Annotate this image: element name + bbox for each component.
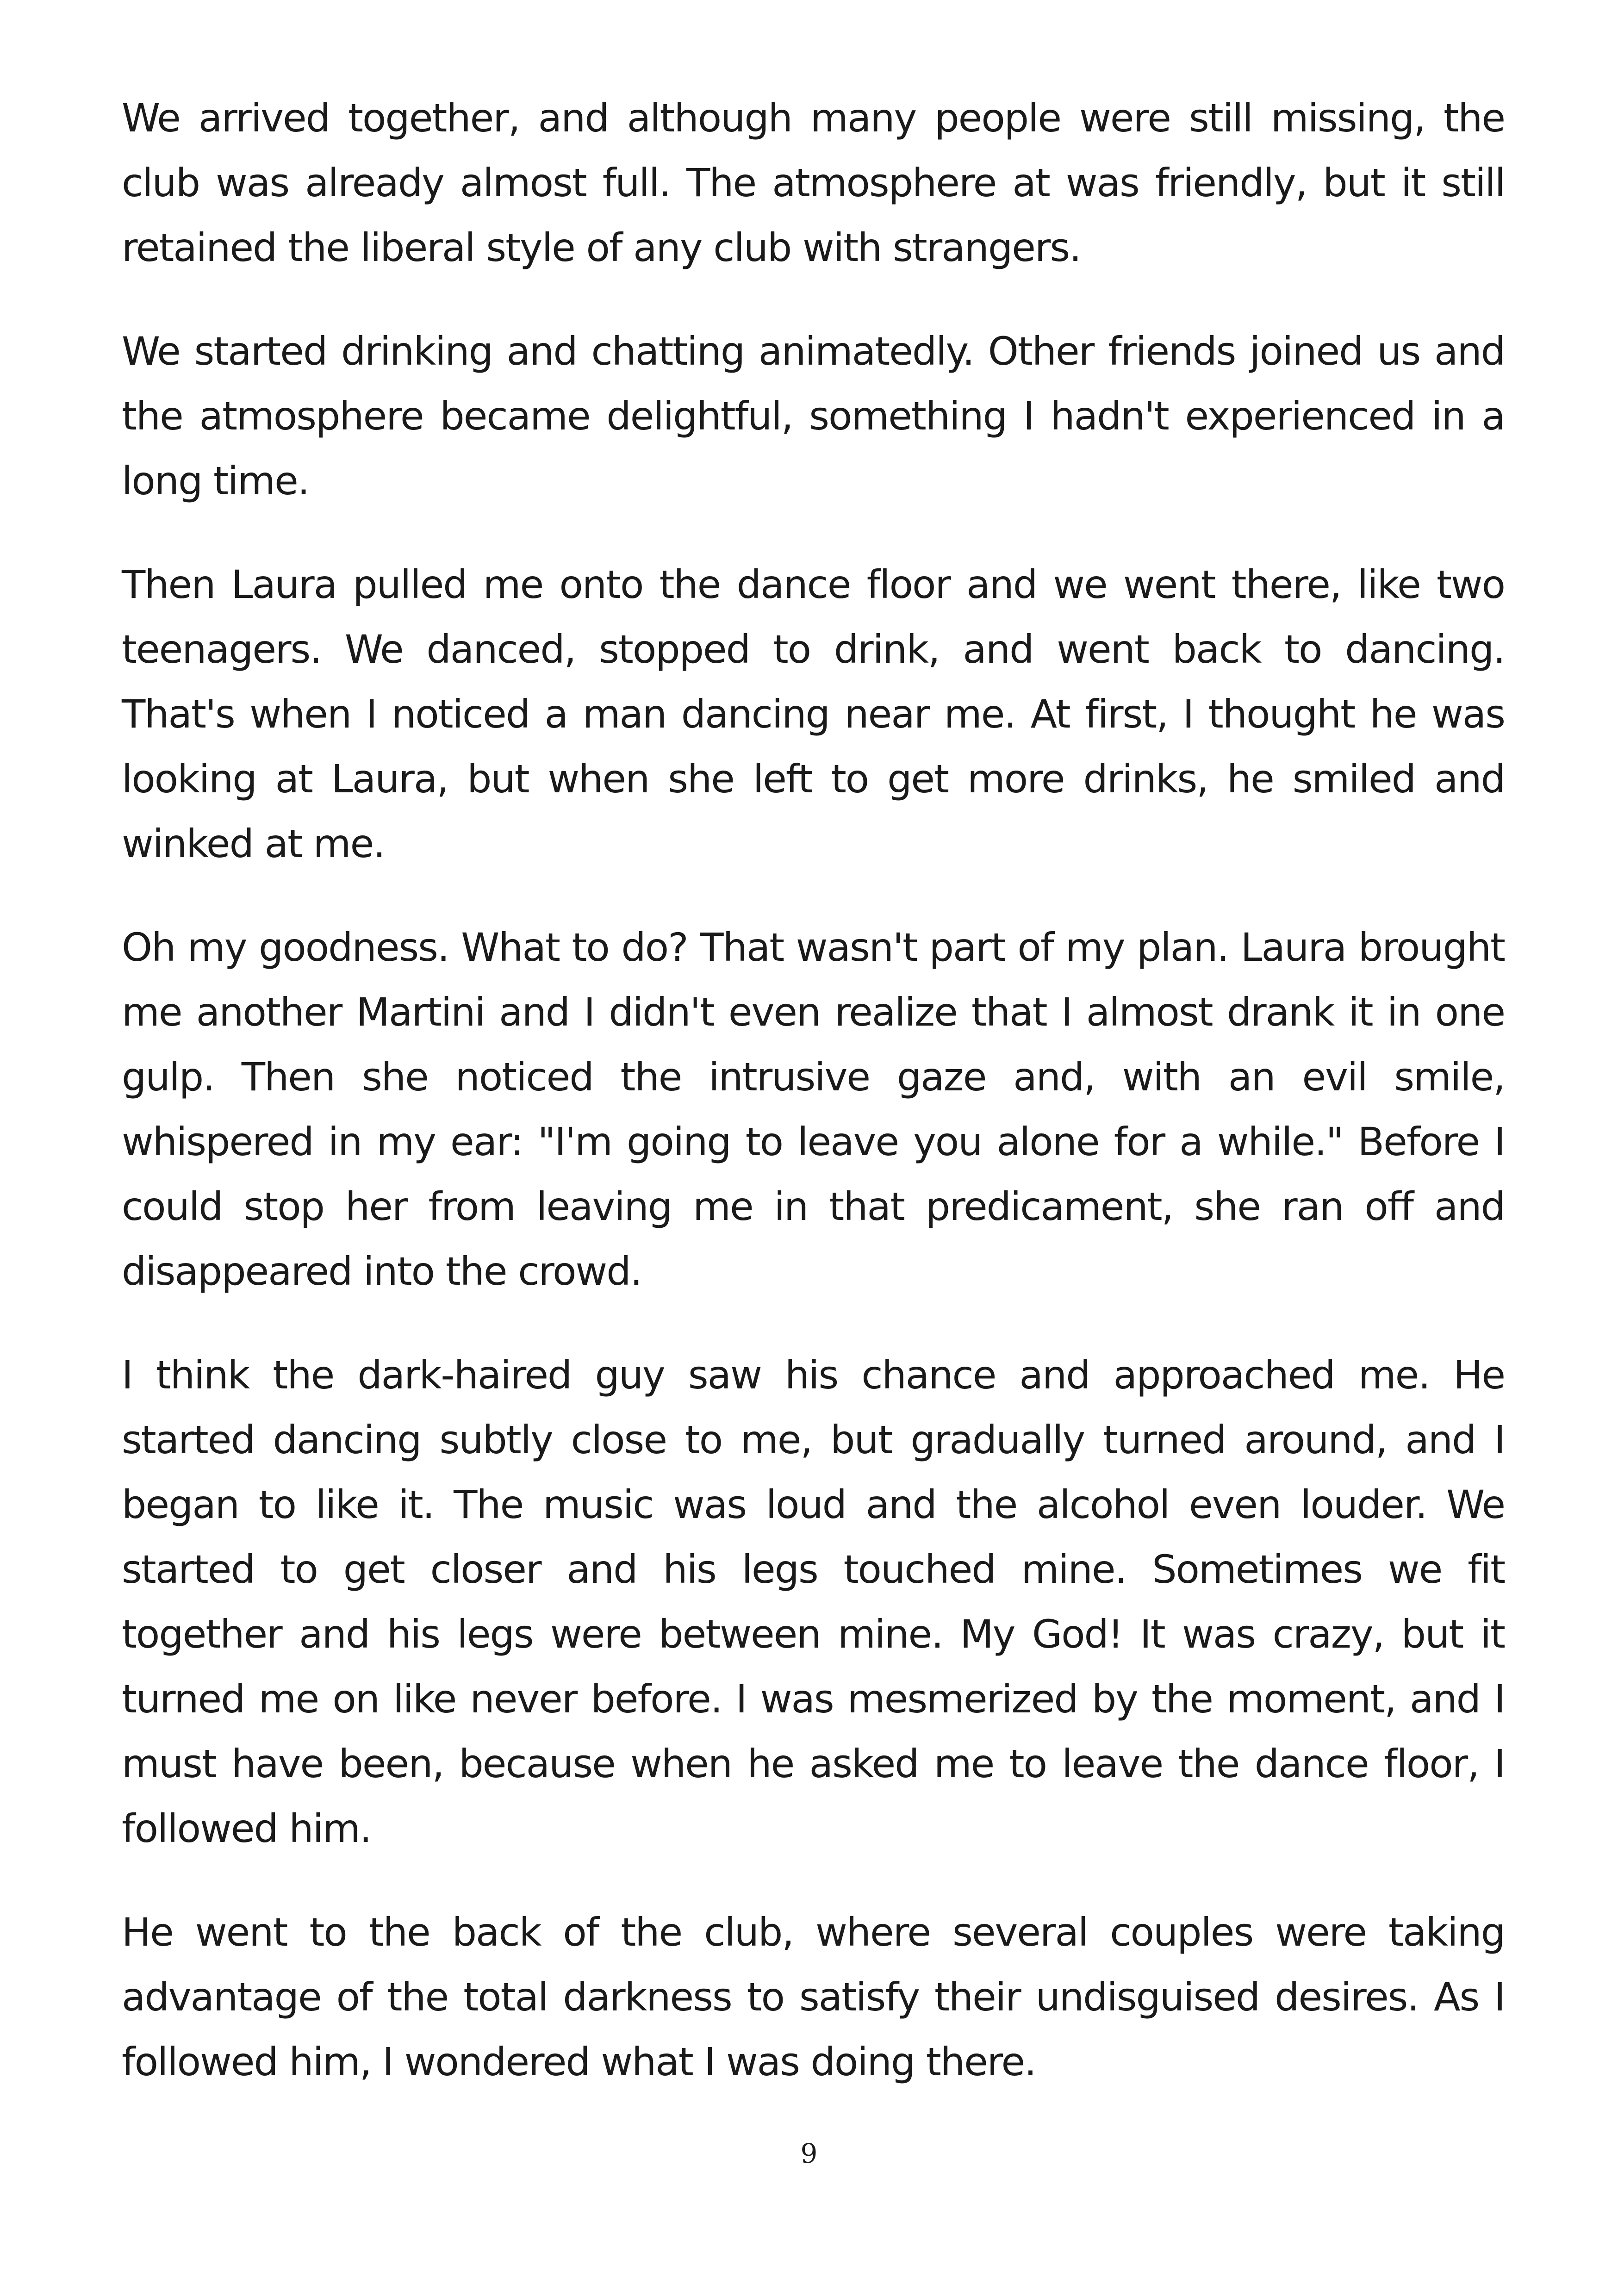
page-number: 9	[800, 2138, 818, 2169]
paragraph-3: Then Laura pulled me onto the dance floor and we went there, like two teenagers. We danced, stopped to drink, and went back to dancing. That's when I noticed a man dancing near me. At first, I thought he was looking at Laura, but when she left to get more drinks, he smiled and winked at me.	[122, 562, 1505, 866]
paragraph-1: We arrived together, and although many people were still missing, the club was already almost full. The atmosphere at was friendly, but it still retained the liberal style of any club with strangers.	[122, 95, 1505, 270]
paragraph-2: We started drinking and chatting animatedly. Other friends joined us and the atmosphere became delightful, something I hadn't experienced in a long time.	[122, 329, 1505, 504]
body-text	[122, 86, 1505, 2133]
paragraph-4: Oh my goodness. What to do? That wasn't part of my plan. Laura brought me another Martini and I didn't even realize that I almost drank it in one gulp. Then she noticed the intrusive gaze and, with an evil smile, whispered in my ear: "I'm going to leave you alone for a while." Before I could stop her from leaving me in that predicament, she ran off and disappeared into the crowd.	[122, 925, 1505, 1294]
paragraph-5: I think the dark-haired guy saw his chance and approached me. He started dancing subtly close to me, but gradually turned around, and I began to like it. The music was loud and the alcohol even louder. We started to get closer and his legs touched mine. Sometimes we fit together and his legs were between mine. My God! It was crazy, but it turned me on like never before. I was mesmerized by the moment, and I must have been, because when he asked me to leave the dance floor, I followed him.	[122, 1352, 1505, 1851]
paragraph-6: He went to the back of the club, where several couples were taking advantage of the total darkness to satisfy their undisguised desires. As I followed him, I wondered what I was doing there.	[122, 1910, 1505, 2084]
